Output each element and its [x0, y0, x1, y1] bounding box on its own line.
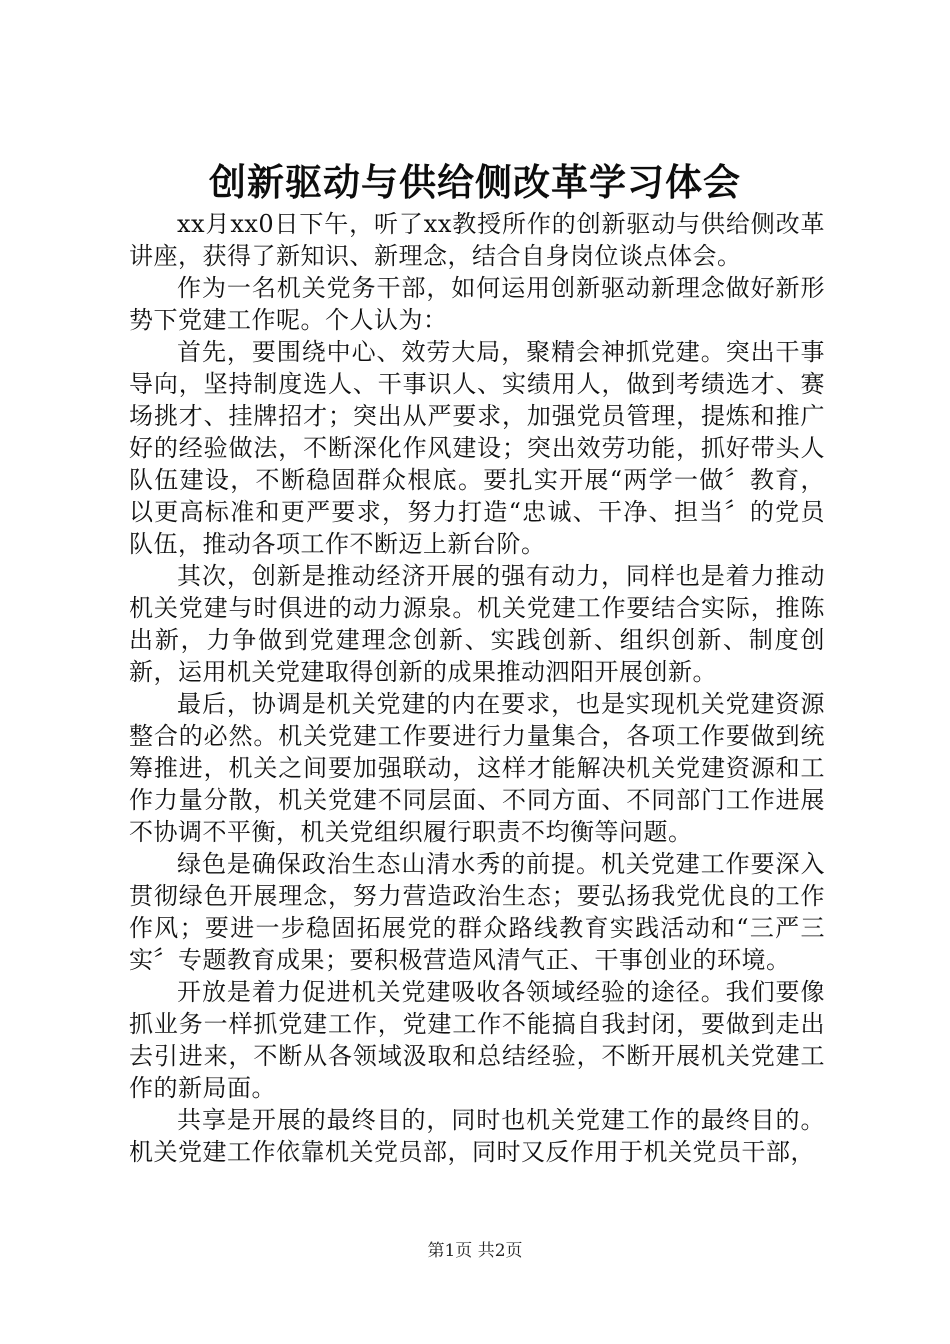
page-footer: 第1页 共2页 [427, 1241, 523, 1261]
document-body [129, 208, 825, 1168]
paragraph: 开放是着力促进机关党建吸收各领域经验的途径。我们要像抓业务一样抓党建工作，党建工作不能搞自我封闭，要做到走出去引进来，不断从各领域汲取和总结经验，不断开展机关党建工作的新局面。 [129, 978, 825, 1102]
paragraph: 作为一名机关党务干部，如何运用创新驱动新理念做好新形势下党建工作呢。个人认为： [129, 274, 825, 334]
paragraph: 最后，协调是机关党建的内在要求，也是实现机关党建资源整合的必然。机关党建工作要进行力量集合，各项工作要做到统筹推进，机关之间要加强联动，这样才能解决机关党建资源和工作力量分散，机关党建不同层面、不同方面、不同部门工作进展不协调不平衡，机关党组织履行职责不均衡等问题。 [129, 690, 825, 846]
document-title: 创新驱动与供给侧改革学习体会 [209, 160, 741, 204]
paragraph: 其次，创新是推动经济开展的强有动力，同样也是着力推动机关党建与时俱进的动力源泉。机关党建工作要结合实际，推陈出新，力争做到党建理念创新、实践创新、组织创新、制度创新，运用机关党建取得创新的成果推动泗阳开展创新。 [129, 562, 825, 686]
paragraph: 绿色是确保政治生态山清水秀的前提。机关党建工作要深入贯彻绿色开展理念，努力营造政治生态；要弘扬我党优良的工作作风；要进一步稳固拓展党的群众路线教育实践活动和“三严三实〞专题教育成果；要积极营造风清气正、干事创业的环境。 [129, 850, 825, 974]
paragraph: xx月xx0日下午，听了xx教授所作的创新驱动与供给侧改革讲座，获得了新知识、新理念，结合自身岗位谈点体会。 [129, 210, 825, 270]
paragraph: 共享是开展的最终目的，同时也机关党建工作的最终目的。机关党建工作依靠机关党员部，同时又反作用于机关党员干部， [129, 1106, 825, 1166]
paragraph: 首先，要围绕中心、效劳大局，聚精会神抓党建。突出干事导向，坚持制度选人、干事识人、实绩用人，做到考绩选才、赛场挑才、挂牌招才；突出从严要求，加强党员管理，提炼和推广好的经验做法，不断深化作风建设；突出效劳功能，抓好带头人队伍建设，不断稳固群众根底。要扎实开展“两学一做〞教育，以更高标准和更严要求，努力打造“忠诚、干净、担当〞的党员队伍，推动各项工作不断迈上新台阶。 [129, 338, 825, 558]
